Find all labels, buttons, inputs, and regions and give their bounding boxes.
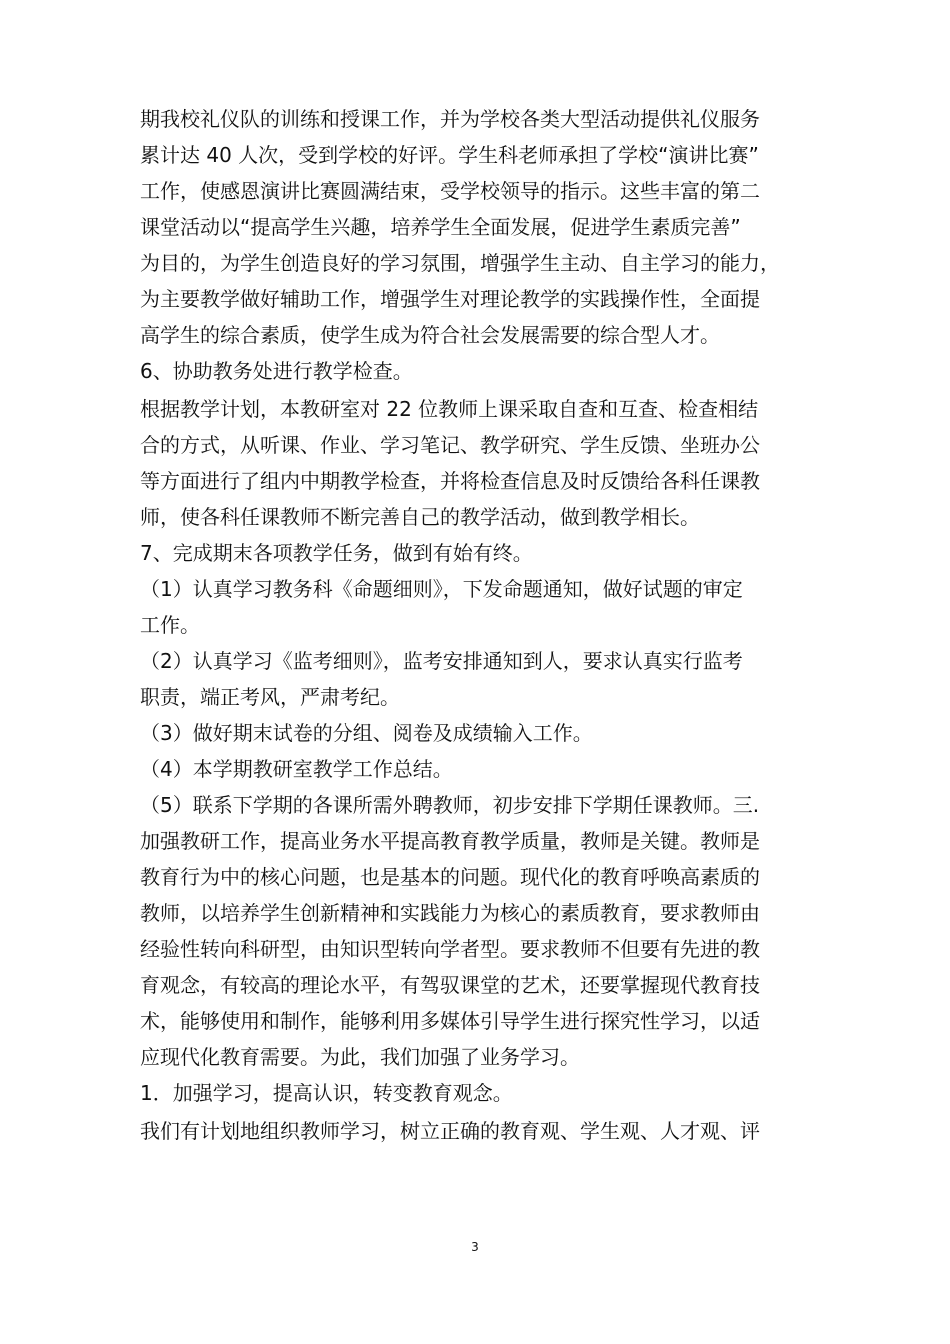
- paragraph-line: 根据教学计划，本教研室对 22 位教师上课采取自查和互查、检查相结: [140, 397, 759, 421]
- paragraph-line: 教师，以培养学生创新精神和实践能力为核心的素质教育，要求教师由: [140, 901, 760, 925]
- paragraph-line: 我们有计划地组织教师学习，树立正确的教育观、学生观、人才观、评: [140, 1119, 760, 1143]
- paragraph-line: 工作，使感恩演讲比赛圆满结束，受学校领导的指示。这些丰富的第二: [140, 179, 760, 203]
- list-item-continuation: 工作。: [140, 613, 200, 637]
- paragraph-line: 育观念，有较高的理论水平，有驾驭课堂的艺术，还要掌握现代教育技: [140, 973, 760, 997]
- paragraph-line: 合的方式，从听课、作业、学习笔记、教学研究、学生反馈、坐班办公: [140, 433, 760, 457]
- paragraph-line: 应现代化教育需要。为此，我们加强了业务学习。: [140, 1045, 580, 1069]
- paragraph-line: 等方面进行了组内中期教学检查，并将检查信息及时反馈给各科任课教: [140, 469, 760, 493]
- list-item: （5）联系下学期的各课所需外聘教师，初步安排下学期任课教师。三.: [140, 793, 760, 817]
- paragraph-line: 师，使各科任课教师不断完善自己的教学活动，做到教学相长。: [140, 505, 700, 529]
- paragraph-line: 课堂活动以“提高学生兴趣，培养学生全面发展，促进学生素质完善”: [140, 215, 741, 239]
- list-item: （1）认真学习教务科《命题细则》，下发命题通知，做好试题的审定: [140, 577, 743, 601]
- section-heading: 7、完成期末各项教学任务，做到有始有终。: [140, 541, 533, 565]
- section-heading: 1．加强学习，提高认识，转变教育观念。: [140, 1081, 513, 1105]
- list-item: （3）做好期末试卷的分组、阅卷及成绩输入工作。: [140, 721, 593, 745]
- paragraph-line: 为主要教学做好辅助工作，增强学生对理论教学的实践操作性，全面提: [140, 287, 760, 311]
- paragraph-line: 经验性转向科研型，由知识型转向学者型。要求教师不但要有先进的教: [140, 937, 760, 961]
- list-item: （2）认真学习《监考细则》，监考安排通知到人，要求认真实行监考: [140, 649, 743, 673]
- paragraph-line: 累计达 40 人次，受到学校的好评。学生科老师承担了学校“演讲比赛”: [140, 143, 759, 167]
- section-heading: 6、协助教务处进行教学检查。: [140, 359, 413, 383]
- paragraph-line: 教育行为中的核心问题，也是基本的问题。现代化的教育呼唤高素质的: [140, 865, 760, 889]
- page-number: 3: [471, 1240, 479, 1254]
- paragraph-line: 高学生的综合素质，使学生成为符合社会发展需要的综合型人才。: [140, 323, 720, 347]
- list-item: （4）本学期教研室教学工作总结。: [140, 757, 453, 781]
- document-body: [140, 106, 812, 1144]
- paragraph-line: 期我校礼仪队的训练和授课工作，并为学校各类大型活动提供礼仪服务: [140, 107, 760, 131]
- paragraph-line: 术，能够使用和制作，能够利用多媒体引导学生进行探究性学习，以适: [140, 1009, 760, 1033]
- paragraph-line: 加强教研工作，提高业务水平提高教育教学质量，教师是关键。教师是: [140, 829, 760, 853]
- paragraph-line: 为目的，为学生创造良好的学习氛围，增强学生主动、自主学习的能力，: [140, 251, 780, 275]
- list-item-continuation: 职责，端正考风，严肃考纪。: [140, 685, 400, 709]
